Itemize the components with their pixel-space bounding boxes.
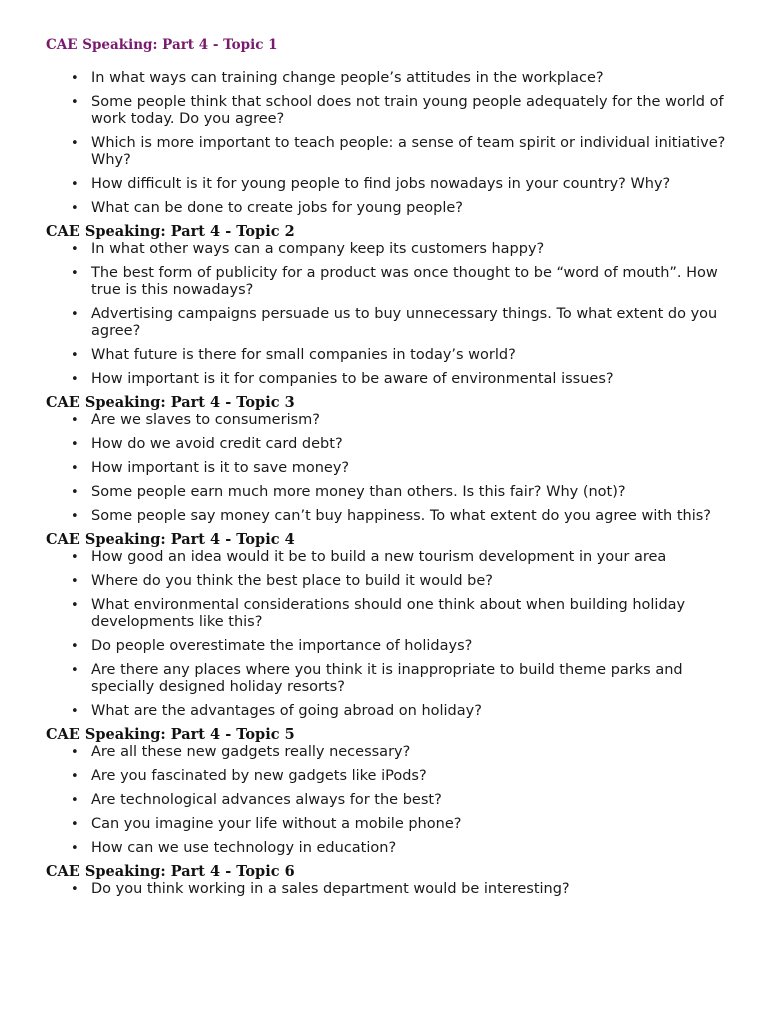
bullet: • bbox=[71, 509, 79, 524]
bullet: • bbox=[71, 550, 79, 565]
question-text: Are all these new gadgets really necessary? bbox=[91, 744, 411, 760]
bullet: • bbox=[71, 413, 79, 428]
list-item bbox=[46, 792, 736, 809]
question-text: Some people earn much more money than others. Is this fair? Why (not)? bbox=[91, 484, 626, 500]
bullet: • bbox=[71, 704, 79, 719]
question-text: Are there any places where you think it is inappropriate to build theme parks and specially designed holiday resorts? bbox=[91, 662, 683, 695]
list-item bbox=[46, 200, 736, 217]
question-text: Do people overestimate the importance of holidays? bbox=[91, 638, 473, 654]
question-text: Advertising campaigns persuade us to buy unnecessary things. To what extent do you agree? bbox=[91, 306, 718, 339]
question-text: The best form of publicity for a product was once thought to be “word of mouth”. How true is this nowadays? bbox=[91, 265, 718, 298]
question-text: What future is there for small companies in today’s world? bbox=[91, 347, 516, 363]
question-text: Can you imagine your life without a mobile phone? bbox=[91, 816, 462, 832]
bullet: • bbox=[71, 266, 79, 281]
question-text: Some people think that school does not train young people adequately for the world of work today. Do you agree? bbox=[91, 94, 724, 127]
list-item bbox=[46, 597, 736, 631]
list-item bbox=[46, 371, 736, 388]
bullet: • bbox=[71, 639, 79, 654]
bullet: • bbox=[71, 242, 79, 257]
list-item bbox=[46, 70, 736, 87]
list-item bbox=[46, 460, 736, 477]
topic-2-question-list bbox=[46, 241, 736, 388]
topic-3-question-list bbox=[46, 412, 736, 525]
bullet: • bbox=[71, 348, 79, 363]
bullet: • bbox=[71, 136, 79, 151]
question-text: Are we slaves to consumerism? bbox=[91, 412, 320, 428]
bullet: • bbox=[71, 793, 79, 808]
question-text: What are the advantages of going abroad on holiday? bbox=[91, 703, 482, 719]
topic-4-question-list bbox=[46, 549, 736, 720]
list-item bbox=[46, 840, 736, 857]
question-text: Which is more important to teach people: a sense of team spirit or individual initiative? Why? bbox=[91, 135, 726, 168]
bullet: • bbox=[71, 769, 79, 784]
bullet: • bbox=[71, 201, 79, 216]
bullet: • bbox=[71, 841, 79, 856]
list-item bbox=[46, 241, 736, 258]
topic-2-heading: CAE Speaking: Part 4 - Topic 2 bbox=[46, 223, 295, 240]
list-item bbox=[46, 881, 736, 898]
list-item bbox=[46, 703, 736, 720]
question-text: What environmental considerations should one think about when building holiday developments like this? bbox=[91, 597, 686, 630]
list-item bbox=[46, 768, 736, 785]
topic-5-heading: CAE Speaking: Part 4 - Topic 5 bbox=[46, 726, 295, 743]
topic-3-heading: CAE Speaking: Part 4 - Topic 3 bbox=[46, 394, 295, 411]
topic-5-question-list bbox=[46, 744, 736, 857]
question-text: How difficult is it for young people to find jobs nowadays in your country? Why? bbox=[91, 176, 671, 192]
topic-6-question-list bbox=[46, 881, 736, 898]
list-item bbox=[46, 94, 736, 128]
bullet: • bbox=[71, 307, 79, 322]
list-item bbox=[46, 816, 736, 833]
question-text: Do you think working in a sales department would be interesting? bbox=[91, 881, 570, 897]
document-title: CAE Speaking: Part 4 - Topic 1 bbox=[46, 37, 278, 53]
list-item bbox=[46, 662, 736, 696]
topic-4-heading: CAE Speaking: Part 4 - Topic 4 bbox=[46, 531, 295, 548]
question-text: In what ways can training change people’s attitudes in the workplace? bbox=[91, 70, 604, 86]
bullet: • bbox=[71, 745, 79, 760]
question-text: Are technological advances always for the best? bbox=[91, 792, 442, 808]
list-item bbox=[46, 347, 736, 364]
question-text: How do we avoid credit card debt? bbox=[91, 436, 343, 452]
list-item bbox=[46, 176, 736, 193]
bullet: • bbox=[71, 817, 79, 832]
question-text: Some people say money can’t buy happiness. To what extent do you agree with this? bbox=[91, 508, 711, 524]
list-item bbox=[46, 744, 736, 761]
question-text: Are you fascinated by new gadgets like iPods? bbox=[91, 768, 427, 784]
bullet: • bbox=[71, 663, 79, 678]
list-item bbox=[46, 306, 736, 340]
list-item bbox=[46, 484, 736, 501]
list-item bbox=[46, 436, 736, 453]
list-item bbox=[46, 265, 736, 299]
list-item bbox=[46, 573, 736, 590]
topic-6-heading: CAE Speaking: Part 4 - Topic 6 bbox=[46, 863, 295, 880]
bullet: • bbox=[71, 437, 79, 452]
question-text: How important is it to save money? bbox=[91, 460, 350, 476]
question-text: How can we use technology in education? bbox=[91, 840, 397, 856]
list-item bbox=[46, 508, 736, 525]
question-text: In what other ways can a company keep its customers happy? bbox=[91, 241, 545, 257]
bullet: • bbox=[71, 882, 79, 897]
topic-1-question-list bbox=[46, 70, 736, 217]
bullet: • bbox=[71, 71, 79, 86]
bullet: • bbox=[71, 461, 79, 476]
bullet: • bbox=[71, 95, 79, 110]
question-text: How important is it for companies to be aware of environmental issues? bbox=[91, 371, 614, 387]
bullet: • bbox=[71, 372, 79, 387]
list-item bbox=[46, 412, 736, 429]
document-page bbox=[46, 36, 736, 904]
bullet: • bbox=[71, 177, 79, 192]
question-text: How good an idea would it be to build a new tourism development in your area bbox=[91, 549, 667, 565]
bullet: • bbox=[71, 574, 79, 589]
bullet: • bbox=[71, 598, 79, 613]
question-text: Where do you think the best place to build it would be? bbox=[91, 573, 493, 589]
list-item bbox=[46, 549, 736, 566]
list-item bbox=[46, 135, 736, 169]
bullet: • bbox=[71, 485, 79, 500]
question-text: What can be done to create jobs for young people? bbox=[91, 200, 464, 216]
list-item bbox=[46, 638, 736, 655]
